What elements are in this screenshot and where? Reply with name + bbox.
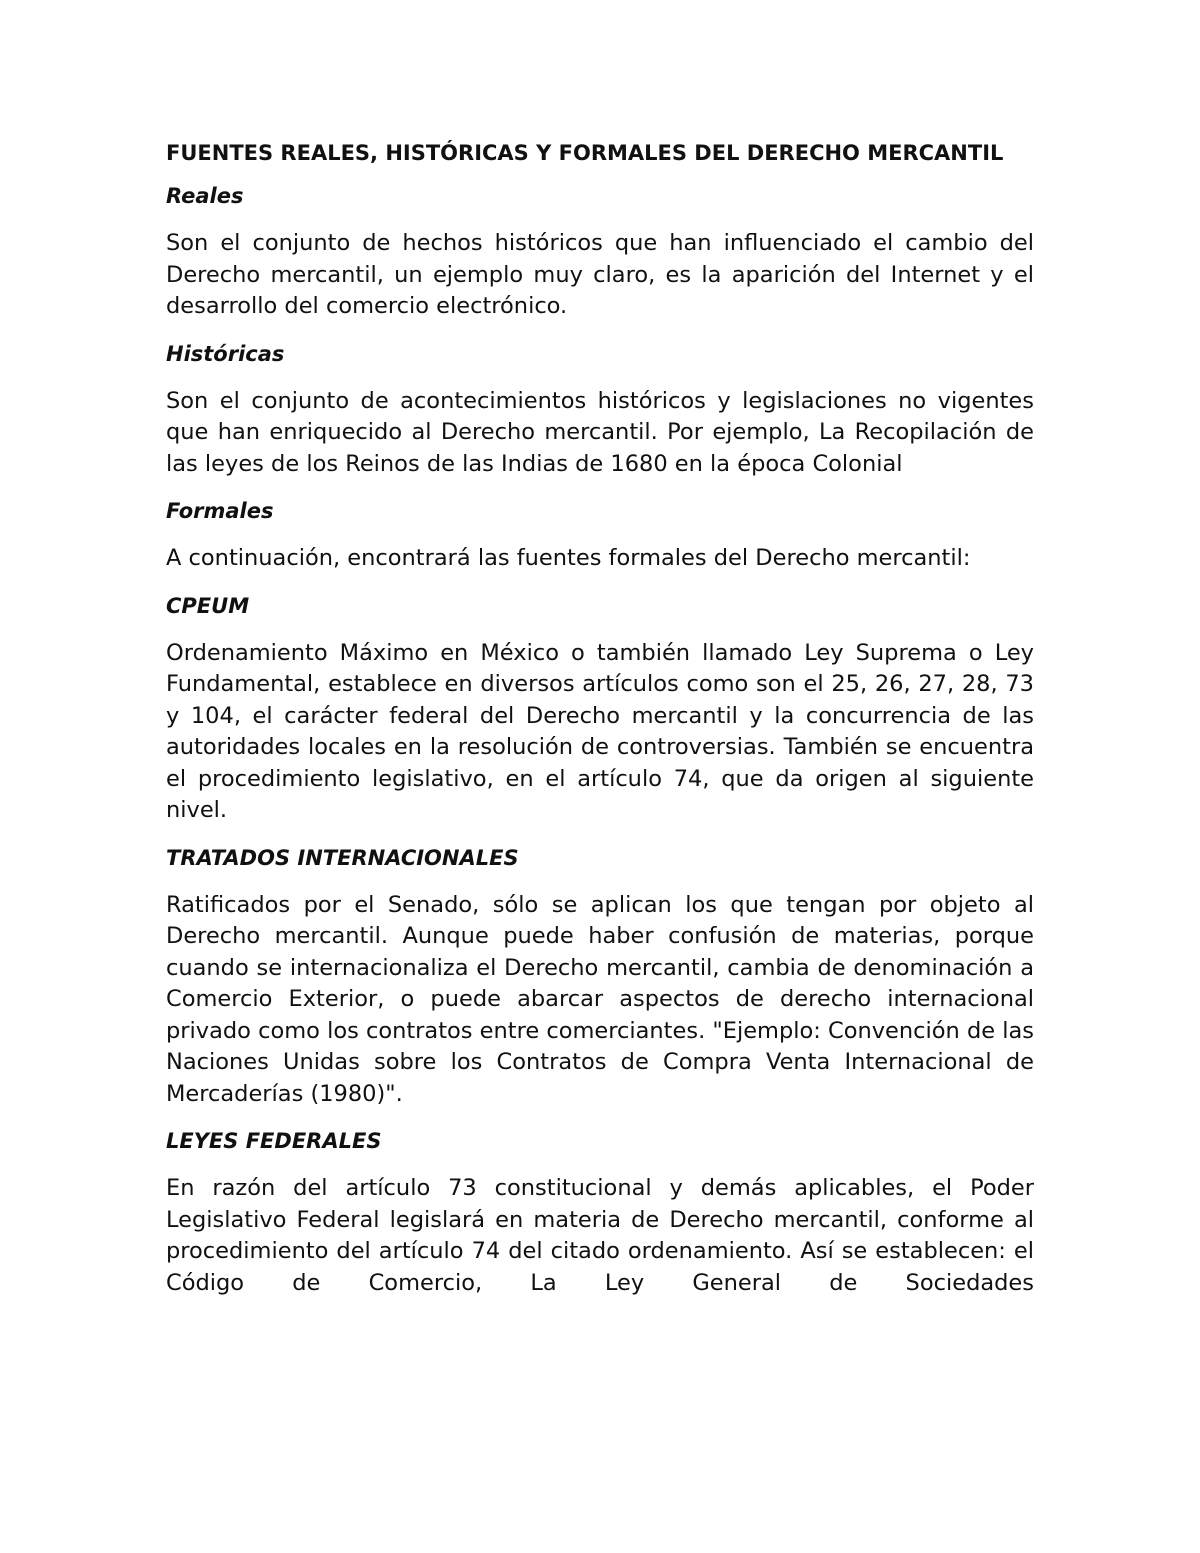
section-heading-cpeum: CPEUM [166, 593, 250, 618]
section-heading-historicas: Históricas [166, 341, 285, 366]
section-heading-leyes-federales: LEYES FEDERALES [166, 1129, 382, 1153]
section-paragraph-tratados-internacionales: Ratificados por el Senado, sólo se aplican los que tengan por objeto al Derecho mercantil. Aunque puede haber confusión de materias, porque cuando se internacionaliza el Derecho mercantil, cambia de denominación a Comercio Exterior, o puede abarcar aspectos de derecho internacional privado como los contratos entre comerciantes. "Ejemplo: Convención de las Naciones Unidas sobre los Contratos de Compra Venta Internacional de Mercaderías (1980)". [166, 891, 1034, 1107]
document-page [166, 138, 1034, 1299]
section-paragraph-reales: Son el conjunto de hechos históricos que han influenciado el cambio del Derecho mercantil, un ejemplo muy claro, es la aparición del Internet y el desarrollo del comercio electrónico. [166, 230, 1034, 319]
section-paragraph-historicas: Son el conjunto de acontecimientos históricos y legislaciones no vigentes que han enriquecido al Derecho mercantil. Por ejemplo, La Recopilación de las leyes de los Reinos de las Indias de 1680 en la época Colonial [166, 387, 1034, 477]
section-heading-tratados-internacionales: TRATADOS INTERNACIONALES [166, 845, 519, 870]
section-heading-formales: Formales [166, 499, 274, 523]
section-paragraph-formales: A continuación, encontrará las fuentes formales del Derecho mercantil: [166, 545, 971, 571]
document-title: FUENTES REALES, HISTÓRICAS Y FORMALES DEL DERECHO MERCANTIL [166, 141, 1004, 165]
section-paragraph-leyes-federales: En razón del artículo 73 constitucional y demás aplicables, el Poder Legislativo Federal legislará en materia de Derecho mercantil, conforme al procedimiento del artículo 74 del citado ordenamiento. Así se establecen: el Código de Comercio, La Ley General de Sociedades [166, 1175, 1034, 1296]
section-heading-reales: Reales [166, 184, 244, 208]
section-paragraph-cpeum: Ordenamiento Máximo en México o también llamado Ley Suprema o Ley Fundamental, establece en diversos artículos como son el 25, 26, 27, 28, 73 y 104, el carácter federal del Derecho mercantil y la concurrencia de las autoridades locales en la resolución de controversias. También se encuentra el procedimiento legislativo, en el artículo 74, que da origen al siguiente nivel. [166, 639, 1034, 823]
